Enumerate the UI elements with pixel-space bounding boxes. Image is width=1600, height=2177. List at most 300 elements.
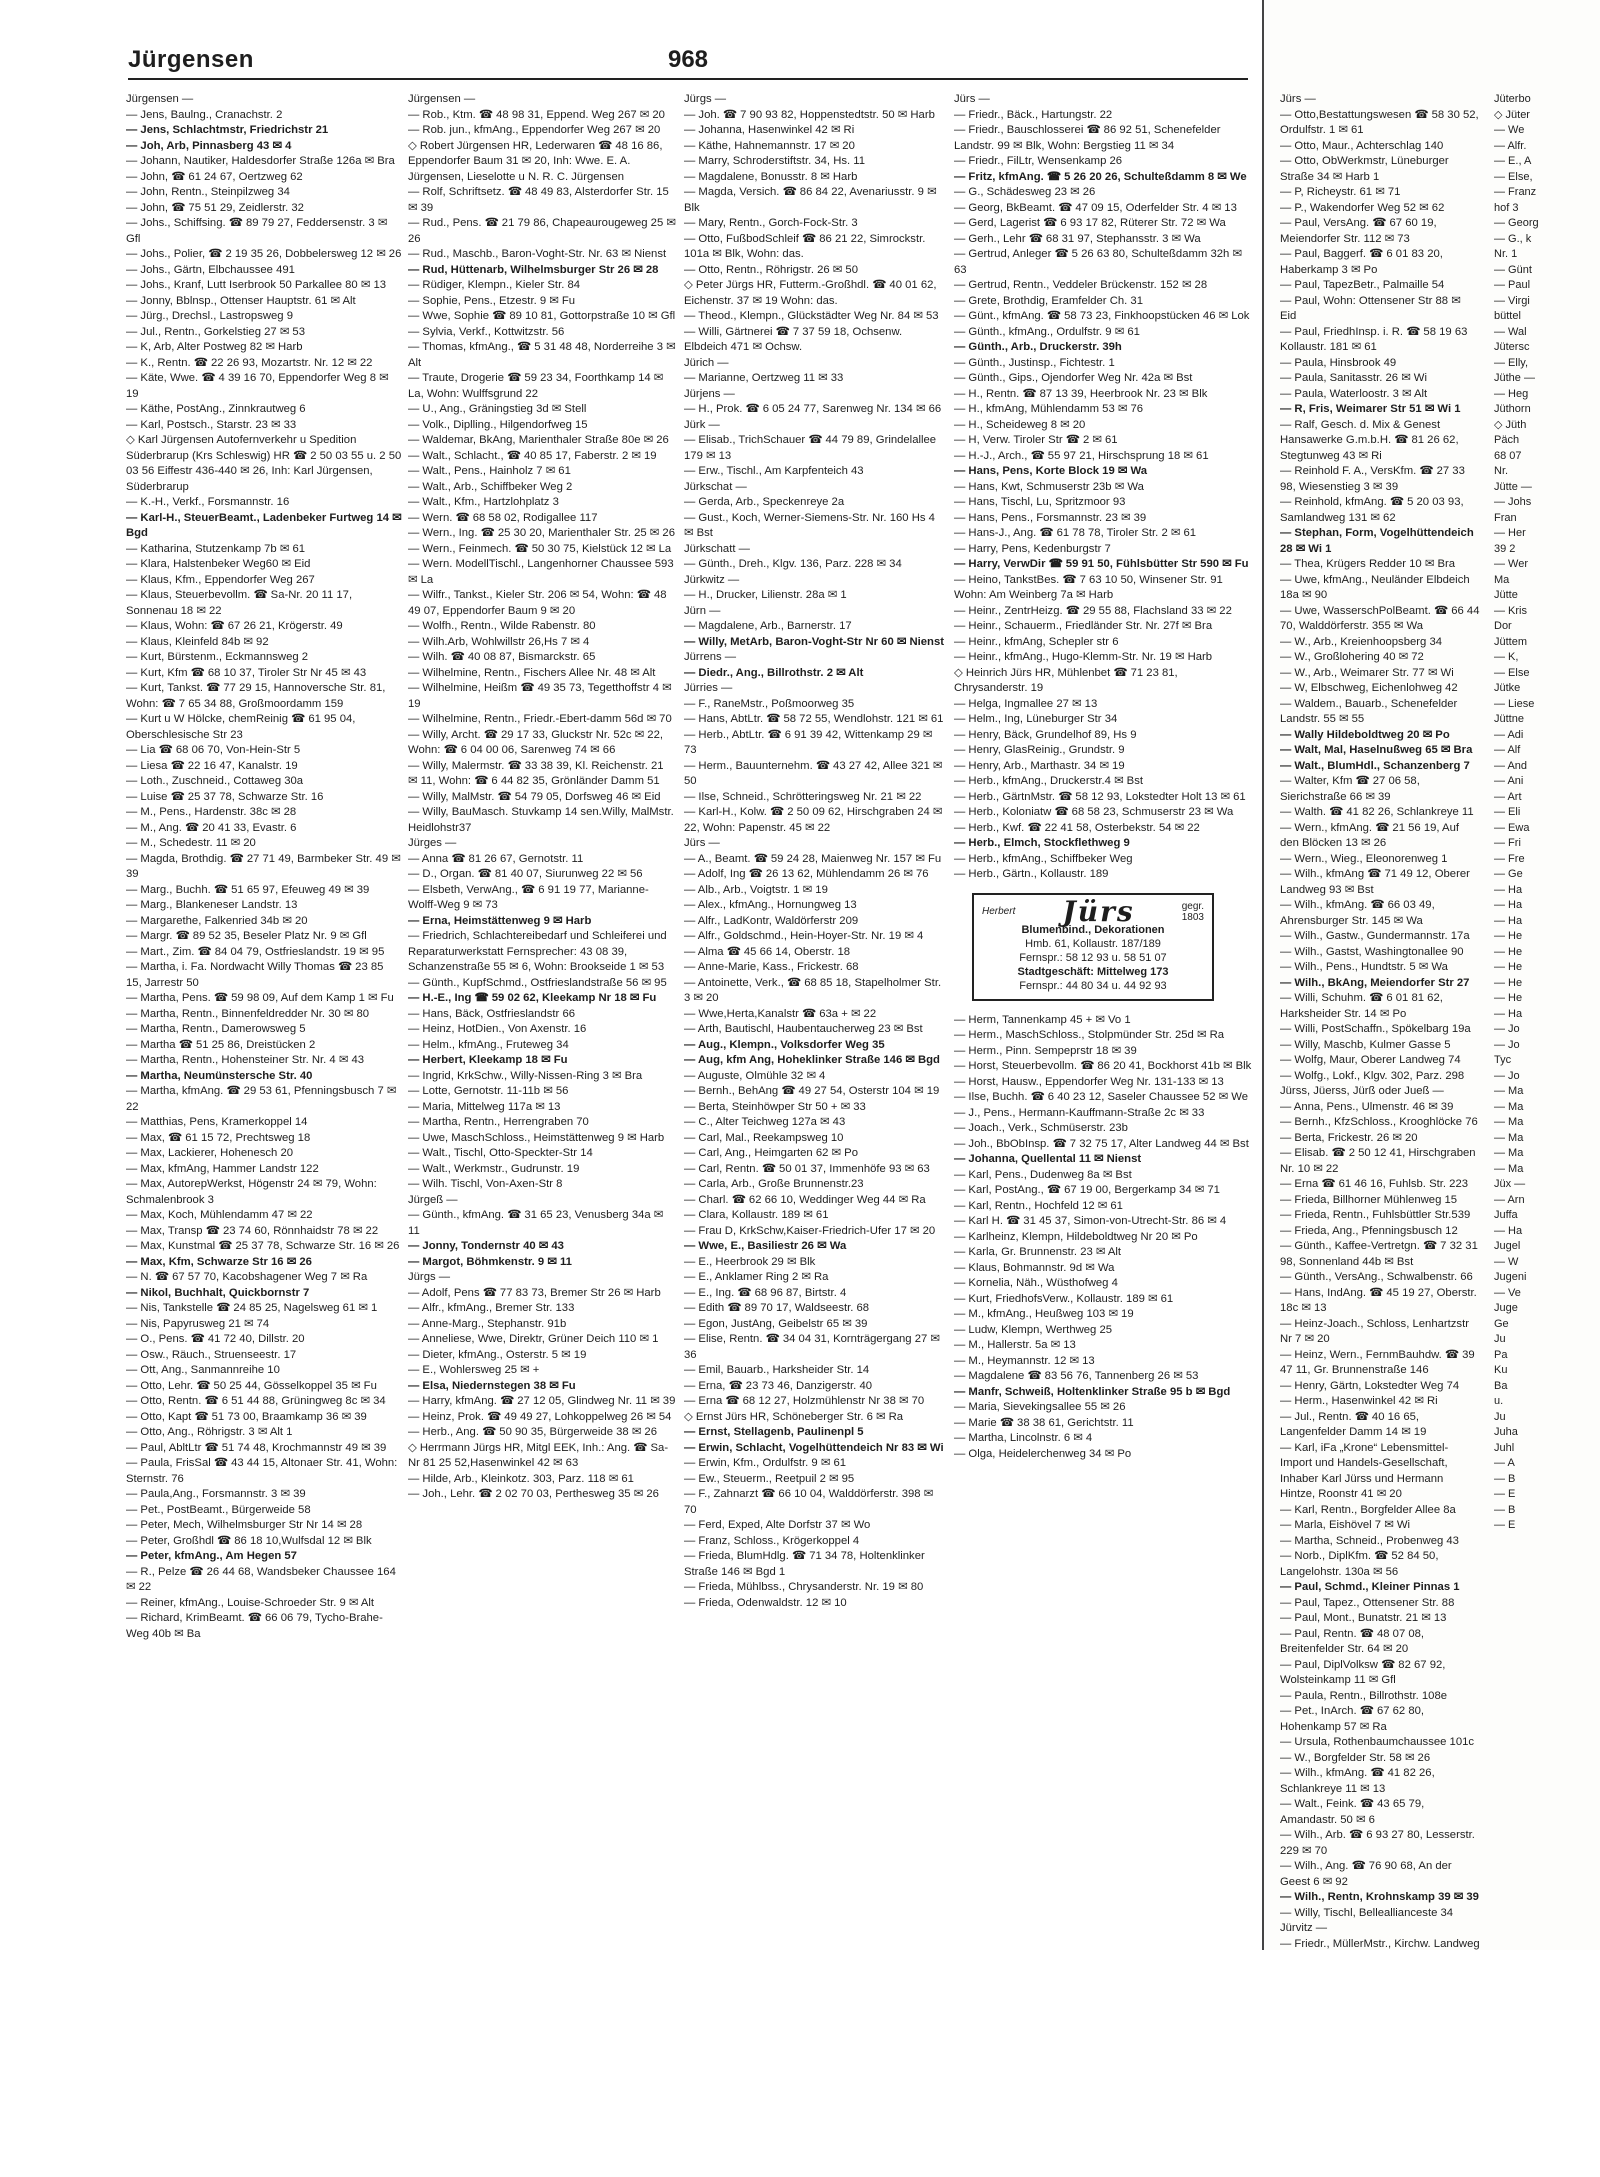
directory-entry: — W., Borgfelder Str. 58 ✉ 26 xyxy=(1280,1751,1431,1764)
directory-entry: — Elise, Rentn. ☎ 34 04 31, Kornträgergang 27 ✉ 36 xyxy=(684,1333,940,1361)
directory-entry: — D., Organ. ☎ 81 40 07, Siurunweg 22 ✉ 56 xyxy=(408,868,643,880)
directory-entry: u. xyxy=(1494,1395,1504,1407)
directory-entry: ◇ Robert Jürgensen HR, Lederwaren ☎ 48 16 86, Eppendorfer Baum 31 ✉ 20, Inh: Wwe. E. A. Jürgensen, Lieselotte u N. R. C. Jürgensen xyxy=(408,139,663,183)
directory-entry: — Martha, Rentn., Binnenfeldredder Nr. 30 ✉ 80 xyxy=(126,1007,370,1020)
directory-entry: — Horst, Hausw., Eppendorfer Weg Nr. 131-133 ✉ 13 xyxy=(954,1075,1224,1088)
directory-entry: — Pet., InArch. ☎ 67 62 80, Hohenkamp 57 ✉ Ra xyxy=(1280,1705,1425,1733)
directory-entry: — Herm., MaschSchloss., Stolpmünder Str. 25d ✉ Ra xyxy=(954,1029,1225,1041)
directory-entry: — Adolf, Ing ☎ 26 13 62, Mühlendamm 26 ✉ 76 xyxy=(684,868,929,880)
directory-entry: Jüterbo xyxy=(1494,93,1531,105)
directory-entry: — Ingrid, KrkSchw., Willy-Nissen-Ring 3 ✉ Bra xyxy=(408,1069,643,1082)
directory-entry: — Paula, Waterloostr. 3 ✉ Alt xyxy=(1280,387,1428,400)
directory-entry: — Paul, FriedhInsp. i. R. ☎ 58 19 63 Kollaustr. 181 ✉ 61 xyxy=(1280,325,1468,353)
directory-entry: — Otto, FußbodSchleif ☎ 86 21 22, Simrockstr. 101a ✉ Blk, Wohn: das. xyxy=(684,232,926,260)
directory-entry: — Elisab. ☎ 2 50 12 41, Hirschgraben Nr. 10 ✉ 22 xyxy=(1280,1147,1476,1175)
directory-entry: — Jo xyxy=(1494,1069,1520,1082)
directory-entry: Jürgs — xyxy=(684,93,727,105)
directory-entry: 68 07 xyxy=(1494,449,1522,462)
directory-entry: — Walt, Mal, Haselnußweg 65 ✉ Bra xyxy=(1280,744,1473,756)
directory-entry: — Willy, Archt. ☎ 29 17 33, Gluckstr Nr. 52c ✉ 22, Wohn: ☎ 6 04 00 06, Sarenweg 74 ✉ 66 xyxy=(408,728,663,756)
directory-entry: — Karl, Pens., Dudenweg 8a ✉ Bst xyxy=(954,1168,1132,1181)
directory-entry: — Wilh., kfmAng. ☎ 41 82 26, Schlankreye 11 ✉ 13 xyxy=(1280,1767,1435,1795)
directory-entry: — Jonny, Bblnsp., Ottenser Hauptstr. 61 ✉ Alt xyxy=(126,294,356,307)
directory-entry: ◇ Jüth xyxy=(1494,418,1527,431)
directory-entry: Jürgensen — xyxy=(408,93,476,105)
directory-entry: — Reinhold, kfmAng. ☎ 5 20 03 93, Samlandweg 131 ✉ 62 xyxy=(1280,496,1464,524)
directory-entry: — Herb., Ang. ☎ 50 90 35, Bürgerweide 38 ✉ 26 xyxy=(408,1426,657,1438)
directory-entry: — Paul, TapezBetr., Palmaille 54 xyxy=(1280,279,1445,291)
directory-entry: — Max, Koch, Mühlendamm 47 ✉ 22 xyxy=(126,1209,313,1221)
directory-entry: — Osw., Räuch., Struenseestr. 17 xyxy=(126,1348,297,1361)
directory-entry: — Friedr., MüllerMstr., Kirchw. Landweg xyxy=(1280,1937,1480,1950)
directory-entry: — Gerh., Lehr ☎ 68 31 97, Stephansstr. 3 ✉ Wa xyxy=(954,232,1201,245)
directory-entry: — Margot, Böhmkenstr. 9 ✉ 11 xyxy=(408,1255,572,1268)
directory-entry: — Jens, Schlachtmstr, Friedrichstr 21 xyxy=(126,124,329,136)
directory-entry: — Walter, Kfm ☎ 27 06 58, Sierichstraße 66 ✉ 39 xyxy=(1280,775,1420,803)
directory-entry: — Grete, Brothdig, Eramfelder Ch. 31 xyxy=(954,294,1143,307)
directory-entry: — Alf xyxy=(1494,744,1521,756)
directory-entry: — Max, Lackierer, Hohenesch 20 xyxy=(126,1147,294,1159)
directory-entry: büttel xyxy=(1494,310,1521,322)
directory-entry: — Norb., DiplKfm. ☎ 52 84 50, Langelohstr. 130a ✉ 56 xyxy=(1280,1550,1439,1578)
directory-entry: — Max, Kunstmal ☎ 25 37 78, Schwarze Str. 16 ✉ 26 xyxy=(126,1240,400,1252)
directory-entry: — He xyxy=(1494,976,1523,989)
directory-entry: — Günt xyxy=(1494,263,1532,276)
directory-entry: — Martha, Rentn., Herrengraben 70 xyxy=(408,1116,589,1128)
directory-entry: — Ma xyxy=(1494,1116,1524,1128)
directory-entry: — Thea, Krügers Redder 10 ✉ Bra xyxy=(1280,558,1456,570)
directory-entry: — Ernst, Stellagenb, Paulinenpl 5 xyxy=(684,1426,864,1438)
directory-entry: — O., Pens. ☎ 41 72 40, Dillstr. 20 xyxy=(126,1333,305,1345)
directory-entry: — Wwe,Herta,Kanalstr ☎ 63a + ✉ 22 xyxy=(684,1007,877,1020)
directory-entry: — Wilh. Tischl, Von-Axen-Str 8 xyxy=(408,1178,563,1190)
directory-entry: — K, xyxy=(1494,651,1519,663)
directory-entry: — Kurt, FriedhofsVerw., Kollaustr. 189 ✉ 61 xyxy=(954,1292,1174,1305)
directory-entry: — Wwe, Sophie ☎ 89 10 81, Gottorpstraße 10 ✉ Gfl xyxy=(408,310,676,322)
directory-entry: — Otto, Lehr. ☎ 50 25 44, Gösselkoppel 35 ✉ Fu xyxy=(126,1379,377,1392)
directory-entry: — Waldem., Bauarb., Schenefelder Landstr. 55 ✉ 55 xyxy=(1280,697,1458,725)
directory-entry: — Ralf, Gesch. d. Mix & Genest Hansawerke G.m.b.H. ☎ 81 26 62, Stegtunweg 43 ✉ Ri xyxy=(1280,418,1459,462)
directory-entry: Dor xyxy=(1494,620,1512,632)
blank-margin xyxy=(0,1950,1600,2177)
directory-entry: — Charl. ☎ 62 66 10, Weddinger Weg 44 ✉ Ra xyxy=(684,1193,926,1206)
directory-entry: — K., Rentn. ☎ 22 26 93, Mozartstr. Nr. 12 ✉ 22 xyxy=(126,356,373,369)
directory-entry: — Ma xyxy=(1494,1100,1524,1113)
directory-entry: — Paul, VersAng. ☎ 67 60 19, Meiendorfer Str. 112 ✉ 73 xyxy=(1280,217,1437,245)
directory-entry: — H., Drucker, Lilienstr. 28a ✉ 1 xyxy=(684,589,847,601)
directory-entry: — Karl-H., Kolw. ☎ 2 50 09 62, Hirschgraben 24 ✉ 22, Wohn: Papenstr. 45 ✉ 22 xyxy=(684,806,943,834)
directory-entry: — Frieda, Mühlbss., Chrysanderstr. Nr. 19 ✉ 80 xyxy=(684,1581,924,1593)
directory-entry: — Ott, Ang., Sanmannreihe 10 xyxy=(126,1364,280,1376)
ad-line-city-shop: Stadtgeschäft: Mittelweg 173 xyxy=(1017,965,1169,978)
directory-entry: — Klaus, Steuerbevollm. ☎ Sa-Nr. 20 11 17, Sonnenau 18 ✉ 22 xyxy=(126,589,353,617)
directory-entry: — Karlheinz, Klempn, Hildeboldtweg Nr 20 ✉ Po xyxy=(954,1230,1198,1243)
directory-entry: Jürges — xyxy=(408,837,457,849)
directory-entry: — Pet., PostBeamt., Bürgerweide 58 xyxy=(126,1503,311,1516)
directory-entry: — Martha, Lincolnstr. 6 ✉ 4 xyxy=(954,1432,1093,1444)
directory-entry: — P, Richeystr. 61 ✉ 71 xyxy=(1280,186,1401,198)
directory-entry: — Herb., Gärtn., Kollaustr. 189 xyxy=(954,868,1109,880)
directory-entry: — Frieda, Rentn., Fuhlsbüttler Str.539 xyxy=(1280,1209,1471,1221)
directory-entry: — Wilhelmine, Heißm ☎ 49 35 73, Tegetthoffstr 4 ✉ 19 xyxy=(408,682,672,710)
directory-entry: — Wilhelmine, Rentn., Fischers Allee Nr. 48 ✉ Alt xyxy=(408,666,656,679)
directory-entry: — H., Rentn. ☎ 87 13 39, Heerbrook Nr. 23 ✉ Blk xyxy=(954,387,1208,400)
directory-entry: — Klaus, Bohmannstr. 9d ✉ Wa xyxy=(954,1261,1115,1274)
directory-entry: — Rob., Ktm. ☎ 48 98 31, Eppend. Weg 267 ✉ 20 xyxy=(408,108,665,121)
directory-entry: — J., Pens., Hermann-Kauffmann-Straße 2c ✉ 33 xyxy=(954,1106,1205,1119)
directory-entry: — Ludw, Klempn, Werthweg 25 xyxy=(954,1323,1113,1336)
directory-entry: Jürkwitz — xyxy=(684,573,740,586)
column-4-bottom xyxy=(954,1013,1254,1463)
directory-entry: — Hans, Bäck, Ostfrieslandstr 66 xyxy=(408,1007,576,1020)
directory-entry: — Carl, Mal., Reekampsweg 10 xyxy=(684,1131,844,1144)
directory-entry: — Heinz, Prok. ☎ 49 49 27, Lohkoppelweg 26 ✉ 54 xyxy=(408,1410,672,1423)
directory-entry: Nr. xyxy=(1494,465,1509,477)
column-1 xyxy=(126,92,402,1642)
directory-entry: — Heinr., kfmAng., Hugo-Klemm-Str. Nr. 19 ✉ Harb xyxy=(954,651,1213,663)
directory-entry: Ge xyxy=(1494,1317,1509,1330)
directory-entry: — Paul, Baggerf. ☎ 6 01 83 20, Haberkamp 3 ✉ Po xyxy=(1280,248,1443,276)
directory-entry: — Georg xyxy=(1494,217,1539,229)
directory-entry: — K, Arb, Alter Postweg 82 ✉ Harb xyxy=(126,341,303,353)
directory-entry: — Margr. ☎ 89 52 35, Beseler Platz Nr. 9 ✉ Gfl xyxy=(126,930,367,942)
directory-entry: — Walth. ☎ 41 82 26, Schlankreye 11 xyxy=(1280,806,1474,818)
directory-entry: — Marg., Blankeneser Landstr. 13 xyxy=(126,899,298,911)
ad-line-business: Blumenbind., Dekorationen xyxy=(1021,923,1165,936)
directory-entry: — Walt., Pens., Hainholz 7 ✉ 61 xyxy=(408,465,571,477)
directory-entry: — Edith ☎ 89 70 17, Waldseestr. 68 xyxy=(684,1302,870,1314)
directory-entry: — Wilh., Arb. ☎ 6 93 27 80, Lesserstr. 229 ✉ 70 xyxy=(1280,1829,1475,1857)
directory-entry: — Georg, BkBeamt. ☎ 47 09 15, Oderfelder Str. 4 ✉ 13 xyxy=(954,201,1237,214)
directory-entry: — Günth., Kaffee-Vertretgn. ☎ 7 32 31 98, Sonnenland 44b ✉ Bst xyxy=(1280,1240,1478,1268)
directory-entry: — M., Ang. ☎ 20 41 33, Evastr. 6 xyxy=(126,821,297,834)
directory-entry: — Uwe, kfmAng., Neuländer Elbdeich 18a ✉ 90 xyxy=(1280,573,1470,601)
directory-entry: Jütersc xyxy=(1494,341,1530,353)
directory-entry: — E xyxy=(1494,1519,1516,1531)
directory-entry: Jütte — xyxy=(1494,480,1532,493)
directory-entry: — Anne-Marg., Stephanstr. 91b xyxy=(408,1317,567,1330)
directory-entry: 39 2 xyxy=(1494,542,1516,555)
directory-entry: — Rud., Maschb., Baron-Voght-Str. Nr. 63 ✉ Nienst xyxy=(408,248,667,260)
directory-entry: — Günth., VersAng., Schwalbenstr. 66 xyxy=(1280,1271,1473,1283)
directory-entry: — Hans, Pens, Korte Block 19 ✉ Wa xyxy=(954,465,1147,477)
directory-entry: — Max, kfmAng, Hammer Landstr 122 xyxy=(126,1162,319,1175)
directory-entry: — Walt., Feink. ☎ 43 65 79, Amandastr. 50 ✉ 6 xyxy=(1280,1798,1425,1826)
directory-entry: — Joach., Verk., Schmüserstr. 23b xyxy=(954,1122,1128,1134)
directory-entry: — Elisab., TrichSchauer ☎ 44 79 89, Grindelallee 179 ✉ 13 xyxy=(684,434,937,462)
directory-entry: — Erw., Tischl., Am Karpfenteich 43 xyxy=(684,465,864,477)
directory-entry: — H.-J., Arch., ☎ 55 97 21, Hirschsprung 18 ✉ 61 xyxy=(954,449,1209,462)
directory-entry: — Henry, Gärtn, Lokstedter Weg 74 xyxy=(1280,1379,1460,1392)
directory-entry: — Alfr. xyxy=(1494,139,1527,152)
directory-entry: — Alma ☎ 45 66 14, Oberstr. 18 xyxy=(684,945,851,958)
directory-entry: — G., Schädesweg 23 ✉ 26 xyxy=(954,186,1096,198)
directory-entry: — Willi, Gärtnerei ☎ 7 37 59 18, Ochsenw. Elbdeich 471 ✉ Ochsw. xyxy=(684,325,903,353)
directory-entry: — W., Arb., Kreienhoopsberg 34 xyxy=(1280,635,1443,648)
directory-entry: — Ma xyxy=(1494,1131,1524,1144)
directory-entry: — Margarethe, Falkenried 34b ✉ 20 xyxy=(126,914,308,927)
directory-entry: — Günth., Gips., Ojendorfer Weg Nr. 42a ✉ Bst xyxy=(954,372,1193,384)
directory-entry: — Otto, ObWerkmstr, Lüneburger Straße 34 ✉ Harb 1 xyxy=(1280,155,1449,183)
directory-entry: — Erna, Heimstättenweg 9 ✉ Harb xyxy=(408,914,592,927)
directory-entry: — Elsa, Niedernstegen 38 ✉ Fu xyxy=(408,1379,576,1392)
directory-entry: — Paula,Ang., Forsmannstr. 3 ✉ 39 xyxy=(126,1488,306,1500)
directory-entry: — Manfr, Schweiß, Holtenklinker Straße 95 b ✉ Bgd xyxy=(954,1385,1231,1398)
directory-entry: — Volk., Diplling., Hilgendorfweg 15 xyxy=(408,418,588,431)
directory-entry: — Wolfg., Lokf., Klgv. 302, Parz. 298 xyxy=(1280,1069,1465,1082)
directory-entry: ◇ Herrmann Jürgs HR, Mitgl EEK, Inh.: Ang. ☎ Sa-Nr 81 25 52,Hasenwinkel 42 ✉ 63 xyxy=(408,1441,669,1469)
directory-entry: — Kris xyxy=(1494,604,1527,617)
directory-entry: — Ilse, Schneid., Schrötteringsweg Nr. 21 ✉ 22 xyxy=(684,790,922,803)
directory-entry: — Jul., Rentn., Gorkelstieg 27 ✉ 53 xyxy=(126,325,306,338)
directory-entry: — Richard, KrimBeamt. ☎ 66 06 79, Tycho-Brahe-Weg 40b ✉ Ba xyxy=(126,1612,383,1640)
directory-entry: — Magdalene, Bonusstr. 8 ✉ Harb xyxy=(684,170,858,183)
directory-entry: — Paula, Sanitasstr. 26 ✉ Wi xyxy=(1280,372,1427,384)
directory-entry: — Herb., Koloniatw ☎ 68 58 23, Schmuserstr 23 ✉ Wa xyxy=(954,806,1234,818)
directory-entry: Jüx — xyxy=(1494,1178,1526,1190)
directory-entry: — Clara, Kollaustr. 189 ✉ 61 xyxy=(684,1209,829,1221)
directory-entry: — R, Fris, Weimarer Str 51 ✉ Wi 1 xyxy=(1280,403,1461,415)
directory-entry: — Franz, Schloss., Krögerkoppel 4 xyxy=(684,1534,860,1547)
directory-entry: — Kurt u W Hölcke, chemReinig ☎ 61 95 04, Oberschlesische Str 23 xyxy=(126,713,356,741)
directory-entry: — Ma xyxy=(1494,1085,1524,1097)
directory-entry: — Matthias, Pens, Kramerkoppel 14 xyxy=(126,1116,308,1128)
directory-entry: Jürgensen — xyxy=(126,93,194,105)
directory-entry: ◇ Peter Jürgs HR, Futterm.-Großhdl. ☎ 40 01 62, Eichenstr. 37 ✉ 19 Wohn: das. xyxy=(684,279,937,307)
directory-entry: — Liese xyxy=(1494,697,1535,710)
directory-entry: — Harry, kfmAng. ☎ 27 12 05, Glindweg Nr. 11 ✉ 39 xyxy=(408,1395,676,1407)
directory-entry: — Martha, Neumünstersche Str. 40 xyxy=(126,1069,313,1082)
directory-entry: — Herb., Kwf. ☎ 22 41 58, Osterbekstr. 54 ✉ 22 xyxy=(954,821,1200,834)
directory-entry: — Willi, PostSchaffn., Spökelbarg 19a xyxy=(1280,1023,1471,1035)
directory-entry: — Art xyxy=(1494,790,1522,803)
directory-entry: — Käthe, Hahnemannstr. 17 ✉ 20 xyxy=(684,139,855,152)
directory-entry: — Max, Kfm, Schwarze Str 16 ✉ 26 xyxy=(126,1255,312,1268)
directory-entry: — Aug, kfm Ang, Hoheklinker Straße 146 ✉ Bgd xyxy=(684,1054,940,1066)
directory-entry: — Wilh.Arb, Wohlwillstr 26,Hs 7 ✉ 4 xyxy=(408,635,590,648)
directory-entry: — Berta, Steinhöwper Str 50 + ✉ 33 xyxy=(684,1100,866,1113)
directory-entry: — Hans, Tischl, Lu, Spritzmoor 93 xyxy=(954,496,1126,508)
ad-founded-label: gegr. xyxy=(1181,900,1204,912)
directory-entry: — Friedrich, Schlachtereibedarf und Schleiferei und Reparaturwerkstatt Fernsprecher: 43 08 39, Schanzenstraße 55 ✉ 6, Wohn: Brookseide 1 ✉ 53 xyxy=(408,930,667,973)
directory-entry: — Auguste, Olmühle 32 ✉ 4 xyxy=(684,1069,826,1082)
directory-entry: — Wilh., kfmAng ☎ 71 49 12, Oberer Landweg 93 ✉ Bst xyxy=(1280,868,1470,896)
directory-entry: — Herb., Elmch, Stockflethweg 9 xyxy=(954,837,1130,849)
column-6-cut-off xyxy=(1494,92,1600,1534)
directory-entry: — Marg., Buchh. ☎ 51 65 97, Efeuweg 49 ✉ 39 xyxy=(126,883,370,896)
directory-entry: — W., Arb., Weimarer Str. 77 ✉ Wi xyxy=(1280,666,1454,679)
directory-entry: — Herm., Pinn. Sempeprstr 18 ✉ 39 xyxy=(954,1044,1137,1057)
directory-entry: — Jul., Rentn. ☎ 40 16 65, Langenfelder Damm 14 ✉ 19 xyxy=(1280,1410,1427,1438)
directory-entry: — Wern., Wieg., Eleonorenweg 1 xyxy=(1280,852,1448,865)
directory-entry: Fran xyxy=(1494,511,1517,524)
directory-entry: — Horst, Steuerbevollm. ☎ 86 20 41, Bockhorst 41b ✉ Blk xyxy=(954,1060,1252,1072)
directory-entry: — F., Zahnarzt ☎ 66 10 04, Walddörferstr. 398 ✉ 70 xyxy=(684,1488,934,1516)
directory-entry: — H, Verw. Tiroler Str ☎ 2 ✉ 61 xyxy=(954,434,1118,446)
directory-entry: — E., Wohlersweg 25 ✉ + xyxy=(408,1364,540,1376)
directory-entry: — Johs xyxy=(1494,496,1532,508)
ad-line-city-phone: Fernspr.: 44 80 34 u. 44 92 93 xyxy=(1019,979,1167,992)
directory-entry: Jürries — xyxy=(684,682,733,694)
directory-entry: — A xyxy=(1494,1457,1515,1469)
directory-entry: — Magdalene, Arb., Barnerstr. 17 xyxy=(684,620,852,632)
directory-entry: — Franz xyxy=(1494,186,1537,198)
directory-entry: — Kurt, Bürstenm., Eckmannsweg 2 xyxy=(126,651,309,663)
directory-entry: — M., Schedestr. 11 ✉ 20 xyxy=(126,837,256,849)
directory-entry: — Nikol, Buchhalt, Quickbornstr 7 xyxy=(126,1286,310,1299)
directory-entry: — Willy, BauMasch. Stuvkamp 14 sen.Willy, MalMstr. Heidlohstr37 xyxy=(408,806,674,834)
directory-entry: — Paul xyxy=(1494,279,1531,291)
directory-entry: — Ha xyxy=(1494,899,1523,911)
directory-entry: — Herb., kfmAng., Druckerstr.4 ✉ Bst xyxy=(954,775,1144,787)
directory-entry: — Aug., Klempn., Volksdorfer Weg 35 xyxy=(684,1038,885,1051)
directory-entry: — A., Beamt. ☎ 59 24 28, Maienweg Nr. 157 ✉ Fu xyxy=(684,852,942,865)
directory-entry: — Hilde, Arb., Kleinkotz. 303, Parz. 118 ✉ 61 xyxy=(408,1472,634,1485)
directory-entry: — Martha, Rentn., Damerowsweg 5 xyxy=(126,1023,306,1035)
directory-entry: — Otto,Bestattungswesen ☎ 58 30 52, Ordulfstr. 1 ✉ 61 xyxy=(1280,108,1479,136)
directory-entry: — Adolf, Pens ☎ 77 83 73, Bremer Str 26 ✉ Harb xyxy=(408,1286,661,1299)
directory-entry: — Erna ☎ 68 12 27, Holzmühlenstr Nr 38 ✉ 70 xyxy=(684,1395,925,1407)
directory-entry: — Carla, Arb., Große Brunnenstr.23 xyxy=(684,1178,864,1190)
directory-entry: — Herbert, Kleekamp 18 ✉ Fu xyxy=(408,1054,568,1066)
directory-entry: — Arth, Bautischl, Haubentaucherweg 23 ✉ Bst xyxy=(684,1023,923,1035)
directory-entry: — Loth., Zuschneid., Cottaweg 30a xyxy=(126,775,304,787)
directory-entry: — Friedr., FilLtr, Wensenkamp 26 xyxy=(954,155,1123,167)
directory-entry: — Joh., Lehr. ☎ 2 02 70 03, Perthesweg 35 ✉ 26 xyxy=(408,1488,659,1500)
directory-entry: Jürn — xyxy=(684,604,721,617)
directory-entry: Ju xyxy=(1494,1410,1506,1423)
directory-entry: — Henry, Arb., Marthastr. 34 ✉ 19 xyxy=(954,759,1125,772)
directory-entry: hof 3 xyxy=(1494,201,1519,214)
directory-entry: — Jonny, Tondernstr 40 ✉ 43 xyxy=(408,1240,564,1252)
directory-entry: — Käte, Wwe. ☎ 4 39 16 70, Eppendorfer Weg 8 ✉ 19 xyxy=(126,372,389,400)
directory-entry: — Wilhelmine, Rentn., Friedr.-Ebert-damm 56d ✉ 70 xyxy=(408,713,672,725)
column-4 xyxy=(954,92,1254,1462)
directory-entry: — Lia ☎ 68 06 70, Von-Hein-Str 5 xyxy=(126,744,301,756)
directory-entry: — Marry, Schroderstiftstr. 34, Hs. 11 xyxy=(684,155,866,167)
directory-entry: — Virgi xyxy=(1494,294,1530,307)
directory-entry: — Heinr., Schauerm., Friedländer Str. Nr. 27f ✉ Bra xyxy=(954,620,1213,632)
directory-entry: — Heinz, Wern., FernmBauhdw. ☎ 39 47 11, Gr. Brunnenstraße 146 xyxy=(1280,1348,1475,1376)
directory-entry: — Walt., Tischl, Otto-Speckter-Str 14 xyxy=(408,1147,593,1159)
directory-entry: — Otto, Rentn. ☎ 6 51 44 88, Grüningweg 8c ✉ 34 xyxy=(126,1395,386,1407)
directory-entry: — Gertrud, Anleger ☎ 5 26 63 80, Schulteßdamm 32h ✉ 63 xyxy=(954,248,1242,276)
directory-entry: — Erwin, Kfm., Ordulfstr. 9 ✉ 61 xyxy=(684,1457,847,1469)
page-header xyxy=(128,44,1248,80)
directory-entry: — Else, xyxy=(1494,170,1533,183)
directory-entry: — Frau D, KrkSchw,Kaiser-Friedrich-Ufer 17 ✉ 20 xyxy=(684,1224,936,1237)
directory-entry: — Bernh., BehAng ☎ 49 27 54, Osterstr 104 ✉ 19 xyxy=(684,1085,940,1097)
directory-entry: — Friedr., Bäck., Hartungstr. 22 xyxy=(954,108,1113,121)
directory-entry: Ba xyxy=(1494,1379,1508,1392)
directory-entry: — Karl, PostAng., ☎ 67 19 00, Bergerkamp 34 ✉ 71 xyxy=(954,1184,1220,1196)
directory-entry: Nr. 1 xyxy=(1494,248,1518,260)
directory-entry: — Hans-J., Ang. ☎ 61 78 78, Tiroler Str. 2 ✉ 61 xyxy=(954,527,1197,539)
directory-entry: — He xyxy=(1494,930,1523,942)
directory-entry: — Ewa xyxy=(1494,821,1530,834)
directory-entry: — Walt., Werkmstr., Gudrunstr. 19 xyxy=(408,1162,580,1175)
directory-entry: — Joh., BbObInsp. ☎ 7 32 75 17, Alter Landweg 44 ✉ Bst xyxy=(954,1137,1249,1150)
directory-entry: — Günth., Arb., Druckerstr. 39h xyxy=(954,341,1122,353)
directory-entry: — Helm., Ing, Lüneburger Str 34 xyxy=(954,713,1118,725)
directory-entry: Jürs — xyxy=(954,93,990,105)
directory-entry: — Gerd, Lagerist ☎ 6 93 17 82, Rüterer Str. 72 ✉ Wa xyxy=(954,217,1226,229)
directory-entry: — Peter, kfmAng., Am Hegen 57 xyxy=(126,1550,297,1562)
directory-entry: — Max, AutorepWerkst, Högenstr 24 ✉ 79, Wohn: Schmalenbrook 3 xyxy=(126,1178,377,1206)
directory-entry: — Heino, TankstBes. ☎ 7 63 10 50, Winsener Str. 91 Wohn: Am Weinberg 7a ✉ Harb xyxy=(954,573,1223,601)
directory-entry: — Joh. ☎ 7 90 93 82, Hoppenstedtstr. 50 ✉ Harb xyxy=(684,108,935,121)
directory-entry: Jüthorn xyxy=(1494,403,1531,415)
directory-entry: — Helga, Ingmallee 27 ✉ 13 xyxy=(954,697,1098,710)
directory-entry: — Hans, AbtLtr. ☎ 58 72 55, Wendlohstr. 121 ✉ 61 xyxy=(684,713,944,725)
directory-entry: — Herb., AbtLtr. ☎ 6 91 39 42, Wittenkamp 29 ✉ 73 xyxy=(684,728,933,756)
directory-entry: — Bernh., KfzSchloss., Krooghlöcke 76 xyxy=(1280,1116,1478,1128)
directory-entry: — Günth., kfmAng. ☎ 31 65 23, Venusberg 34a ✉ 11 xyxy=(408,1209,664,1237)
directory-entry: — Theod., Klempn., Glückstädter Weg Nr. 84 ✉ 53 xyxy=(684,310,939,322)
directory-entry: Päch xyxy=(1494,434,1520,446)
directory-entry: Jürjens — xyxy=(684,387,735,400)
directory-entry: — Ha xyxy=(1494,1007,1523,1020)
running-head-name: Jürgensen xyxy=(128,46,254,73)
directory-entry: — Maria, Mittelweg 117a ✉ 13 xyxy=(408,1100,561,1113)
directory-entry: — M., Heymannstr. 12 ✉ 13 xyxy=(954,1354,1095,1367)
directory-entry: — Ani xyxy=(1494,775,1524,787)
directory-entry: — Traute, Drogerie ☎ 59 23 34, Foorthkamp 14 ✉ La, Wohn: Wulffsgrund 22 xyxy=(408,372,664,400)
directory-entry: — Berta, Frickestr. 26 ✉ 20 xyxy=(1280,1131,1418,1144)
directory-entry: — M., Pens., Hardenstr. 38c ✉ 28 xyxy=(126,806,297,818)
directory-entry: — Thomas, kfmAng., ☎ 5 31 48 48, Norderreihe 3 ✉ Alt xyxy=(408,341,676,369)
directory-entry: — Karl, Postsch., Starstr. 23 ✉ 33 xyxy=(126,418,297,431)
directory-entry: — Anneliese, Wwe, Direktr, Grüner Deich 110 ✉ 1 xyxy=(408,1333,659,1345)
directory-entry: — Paul, Mont., Bunatstr. 21 ✉ 13 xyxy=(1280,1612,1447,1624)
directory-entry: — Luise ☎ 25 37 78, Schwarze Str. 16 xyxy=(126,790,324,803)
directory-entry: — Wilh., Gastw., Gundermannstr. 17a xyxy=(1280,930,1470,942)
directory-entry: — Ma xyxy=(1494,1147,1524,1159)
directory-entry: Jugeni xyxy=(1494,1271,1527,1283)
directory-entry: Jürrens — xyxy=(684,651,737,663)
directory-entry: — Ha xyxy=(1494,883,1523,896)
directory-entry: — Karla, Gr. Brunnenstr. 23 ✉ Alt xyxy=(954,1246,1122,1258)
advertisement-box xyxy=(972,893,1214,1001)
directory-entry: — Rud, Hüttenarb, Wilhelmsburger Str 26 ✉ 28 xyxy=(408,263,659,276)
directory-entry: — B xyxy=(1494,1472,1516,1485)
directory-entry: — Rüdiger, Klempn., Kieler Str. 84 xyxy=(408,279,581,291)
directory-entry: Jütte xyxy=(1494,589,1518,601)
directory-entry: — Eli xyxy=(1494,806,1521,818)
directory-entry: — Wilh., Ang. ☎ 76 90 68, An der Geest 6 ✉ 92 xyxy=(1280,1860,1452,1888)
directory-entry: — Günth., KupfSchmd., Ostfrieslandstraße 56 ✉ 95 xyxy=(408,976,667,989)
directory-entry: — Fritz, kfmAng. ☎ 5 26 20 26, Schulteßdamm 8 ✉ We xyxy=(954,170,1247,183)
directory-entry: — Ferd, Exped, Alte Dorfstr 37 ✉ Wo xyxy=(684,1519,871,1531)
directory-entry: — Gust., Koch, Werner-Siemens-Str. Nr. 160 Hs 4 ✉ Bst xyxy=(684,511,935,539)
directory-entry: — Klaus, Kleinfeld 84b ✉ 92 xyxy=(126,635,269,648)
directory-entry: Jürvitz — xyxy=(1280,1922,1328,1934)
directory-entry: — Heinz-Joach., Schloss, Lenhartzstr Nr 7 ✉ 20 xyxy=(1280,1317,1469,1345)
directory-entry: — Alex., kfmAng., Hornungweg 13 xyxy=(684,899,857,911)
directory-entry: — Karl-H., SteuerBeamt., Ladenbeker Furtweg 14 ✉ Bgd xyxy=(126,511,402,539)
directory-entry: Jugel xyxy=(1494,1240,1521,1252)
directory-entry: — We xyxy=(1494,124,1525,136)
directory-entry: — Karl H. ☎ 31 45 37, Simon-von-Utrecht-Str. 86 ✉ 4 xyxy=(954,1215,1227,1227)
directory-entry: — Paula, Rentn., Billrothstr. 108e xyxy=(1280,1689,1448,1702)
directory-entry: Jürgeß — xyxy=(408,1193,458,1206)
column-4-top xyxy=(954,92,1254,883)
directory-entry: — Erna, ☎ 23 73 46, Danzigerstr. 40 xyxy=(684,1379,873,1392)
directory-entry: — Elly, xyxy=(1494,356,1529,369)
directory-entry: — Kurt, Tankst. ☎ 77 29 15, Hannoversche Str. 81, Wohn: ☎ 7 65 34 88, Großmoordamm 159 xyxy=(126,682,386,710)
directory-entry: Ju xyxy=(1494,1333,1506,1345)
directory-entry: — Marianne, Oertzweg 11 ✉ 33 xyxy=(684,372,844,384)
